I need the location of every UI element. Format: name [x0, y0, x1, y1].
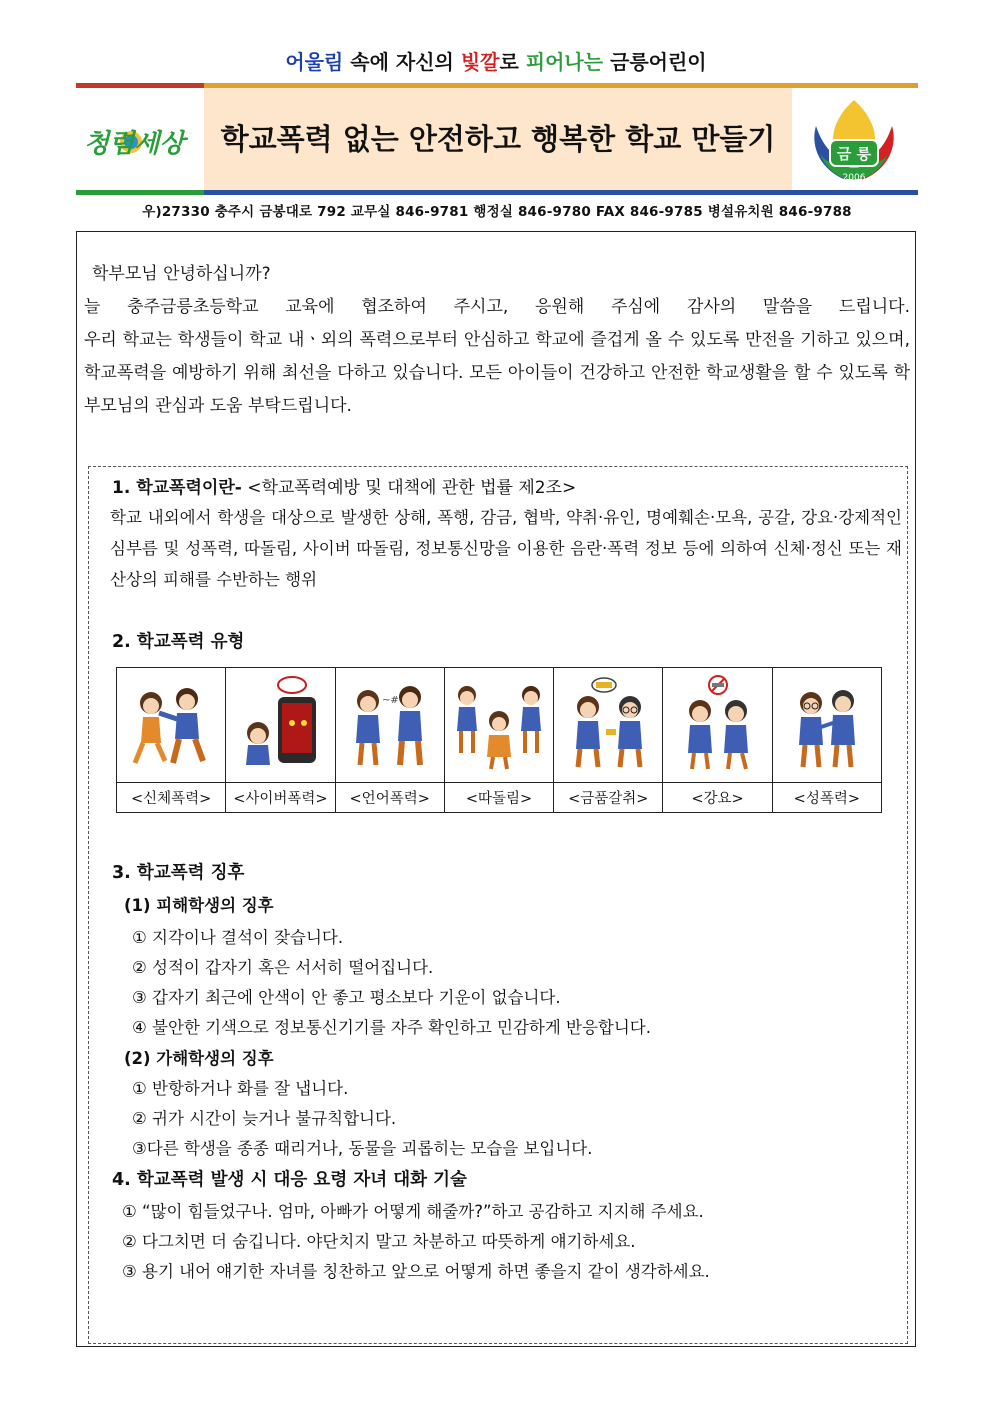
type-label: <금품갈취> — [554, 783, 663, 813]
school-address: 우)27330 충주시 금봉대로 792 교무실 846-9781 행정실 846-9780 FAX 846-9785 병설유치원 846-9788 — [142, 204, 852, 220]
emblem-text: 금 릉 — [836, 145, 872, 163]
section-2-heading: 2. 학교폭력 유형 — [112, 632, 245, 652]
intro-letter — [84, 258, 910, 423]
slogan-part: 어울림 — [285, 50, 344, 74]
integrity-logo-icon — [82, 112, 198, 172]
type-illustration-cyber — [226, 668, 335, 783]
page-title: 학교폭력 없는 안전하고 행복한 학교 만들기 — [220, 122, 776, 156]
type-illustration-ostracism — [444, 668, 553, 783]
offender-sign-item: ② 귀가 시간이 늦거나 불규칙합니다. — [132, 1109, 397, 1128]
integrity-world-logo — [82, 112, 198, 172]
school-emblem — [806, 96, 902, 188]
type-label: <따돌림> — [444, 783, 553, 813]
intro-paragraph-2: 우리 학교는 학생들이 학교 내ㆍ외의 폭력으로부터 안심하고 학교에 즐겁게 올 수 있도록 만전을 기하고 있으며, 학교폭력을 예방하기 위해 최선을 다하고 있습니다. 모든 아이들이 건강하고 안전한 학교생활을 할 수 있도록 학부모님의 관심과 도움 부탁드립니다. — [84, 330, 910, 416]
type-illustration-sexual — [772, 668, 881, 783]
ostracism-icon — [449, 673, 549, 773]
school-slogan — [0, 46, 992, 75]
type-label: <강요> — [663, 783, 772, 813]
type-label: <신체폭력> — [117, 783, 226, 813]
response-tip-item: ① “많이 힘들었구나. 엄마, 아빠가 어떻게 해줄까?”하고 공감하고 지지해 주세요. — [122, 1202, 704, 1221]
offender-signs-heading: (2) 가해학생의 징후 — [124, 1049, 274, 1068]
slogan-part: 빛깔 — [460, 50, 500, 74]
response-tip-item: ③ 용기 내어 얘기한 자녀를 칭찬하고 앞으로 어떻게 하면 좋을지 같이 생각하세요. — [122, 1262, 710, 1281]
victim-sign-item: ④ 불안한 기색으로 정보통신기기를 자주 확인하고 민감하게 반응합니다. — [132, 1018, 651, 1037]
cyber-violence-icon — [230, 673, 330, 773]
type-illustration-physical — [117, 668, 226, 783]
greeting: 학부모님 안녕하십니까? — [92, 264, 271, 284]
verbal-violence-icon — [340, 673, 440, 773]
victim-sign-item: ③ 갑자기 최근에 안색이 안 좋고 평소보다 기운이 없습니다. — [132, 988, 561, 1007]
response-tip-item: ② 다그치면 더 숨깁니다. 야단치지 말고 차분하고 따뜻하게 얘기하세요. — [122, 1232, 636, 1251]
emblem-year: 2006 — [842, 173, 866, 183]
svg-text:~#: ~# — [381, 695, 399, 706]
type-illustration-extortion — [554, 668, 663, 783]
header-bottom-rule — [76, 190, 918, 195]
type-label: <언어폭력> — [335, 783, 444, 813]
logo-left-text: 청렴세상 — [84, 129, 185, 159]
type-label: <성폭력> — [772, 783, 881, 813]
offender-sign-item: ① 반항하거나 화를 잘 냅니다. — [132, 1079, 349, 1098]
school-emblem-icon — [806, 96, 902, 188]
section-4-heading: 4. 학교폭력 발생 시 대응 요령 자녀 대화 기술 — [112, 1170, 467, 1190]
slogan-part: 금릉어린이 — [603, 50, 707, 74]
slogan-part: 로 — [499, 50, 526, 74]
section-1-law: <학교폭력예방 및 대책에 관한 법률 제2조> — [241, 478, 577, 498]
victim-sign-item: ② 성적이 갑자기 혹은 서서히 떨어집니다. — [132, 958, 434, 977]
slogan-part: 피어나는 — [525, 50, 604, 74]
extortion-icon — [558, 673, 658, 773]
slogan-part: 속에 자신의 — [343, 50, 461, 74]
type-illustration-verbal — [335, 668, 444, 783]
physical-violence-icon — [121, 673, 221, 773]
victim-sign-item: ① 지각이나 결석이 잦습니다. — [132, 928, 344, 947]
type-label: <사이버폭력> — [226, 783, 335, 813]
sexual-violence-icon — [777, 673, 877, 773]
intro-paragraph-1: 늘 충주금릉초등학교 교육에 협조하여 주시고, 응원해 주심에 감사의 말씀을 드립니다. — [84, 297, 910, 317]
section-1-heading — [112, 473, 576, 498]
coercion-icon — [668, 673, 768, 773]
section-3-heading: 3. 학교폭력 징후 — [112, 863, 245, 883]
type-illustration-coercion — [663, 668, 772, 783]
violence-types-table — [116, 667, 882, 813]
title-banner — [204, 88, 792, 190]
offender-sign-item: ③다른 학생을 종종 때리거나, 동물을 괴롭히는 모습을 보입니다. — [132, 1139, 593, 1158]
victim-signs-heading: (1) 피해학생의 징후 — [124, 896, 274, 915]
section-1-title: 1. 학교폭력이란- — [112, 478, 242, 498]
section-1-definition: 학교 내외에서 학생을 대상으로 발생한 상해, 폭행, 감금, 협박, 약취·유인, 명예훼손·모욕, 공갈, 강요·강제적인 심부름 및 성폭력, 따돌림, 사이버 따돌림, 정보통신망을 이용한 음란·폭력 정보 등에 의하여 신체·정신 또는 재산상의 피해를 수반하는 행위 — [110, 508, 902, 589]
